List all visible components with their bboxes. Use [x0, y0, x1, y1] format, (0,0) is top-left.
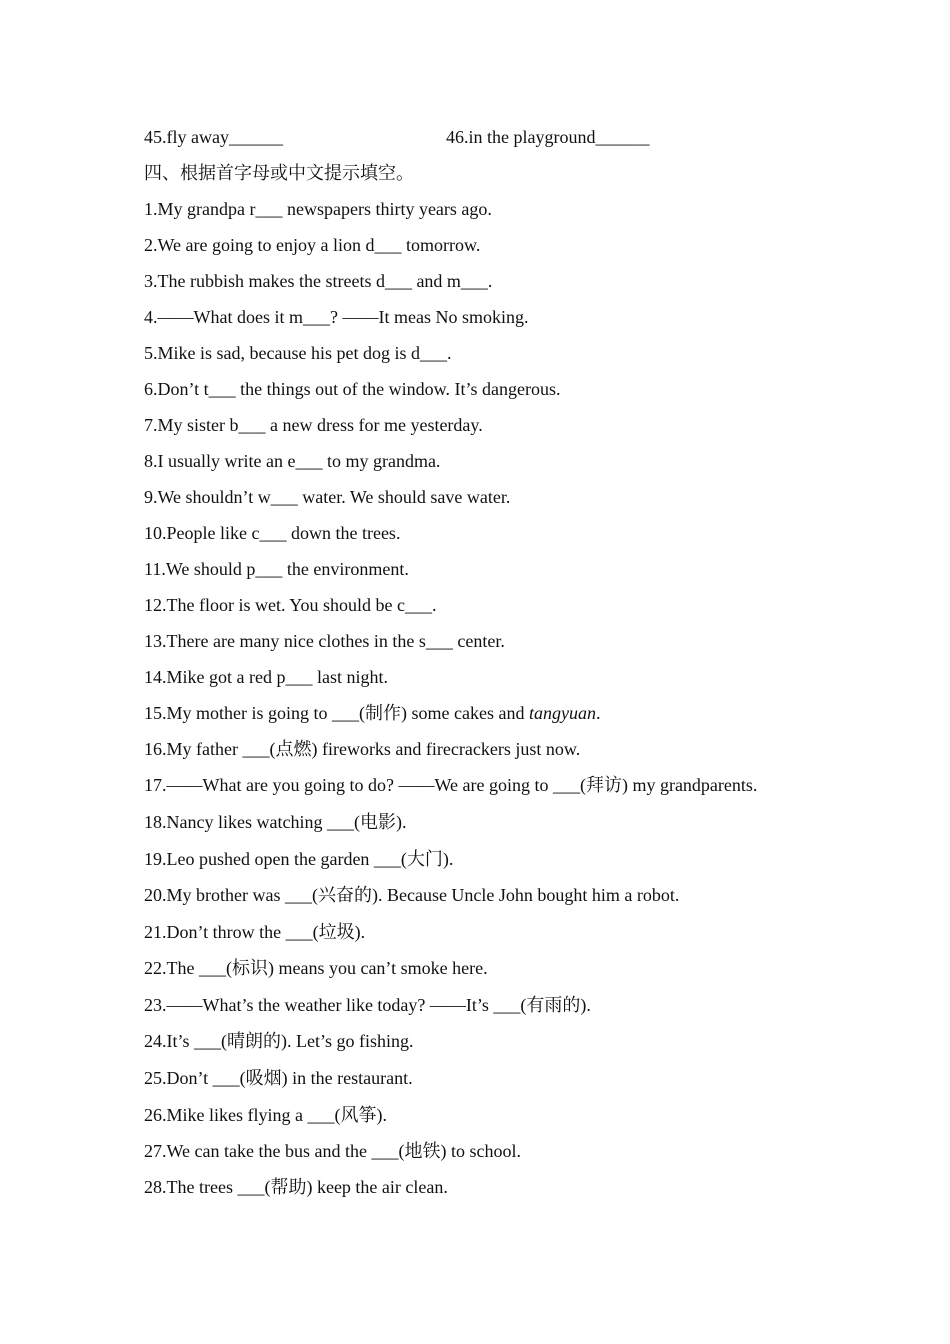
exercise-item-14: 14.Mike got a red p___ last night. [144, 667, 388, 687]
exercise-item-23: 23.——What’s the weather like today? ——It’s ___(有雨的). [144, 995, 591, 1015]
exercise-item-26: 26.Mike likes flying a ___(风筝). [144, 1105, 387, 1125]
exercise-item-2: 2.We are going to enjoy a lion d___ tomorrow. [144, 235, 481, 255]
exercise-item-19: 19.Leo pushed open the garden ___(大门). [144, 849, 454, 869]
exercise-item-18: 18.Nancy likes watching ___(电影). [144, 812, 407, 832]
exercise-item-3: 3.The rubbish makes the streets d___ and m___. [144, 271, 493, 291]
exercise-item-15-text: 15.My mother is going to ___(制作) some cakes and [144, 703, 529, 723]
exercise-item-11: 11.We should p___ the environment. [144, 559, 409, 579]
exercise-item-12: 12.The floor is wet. You should be c___. [144, 595, 437, 615]
exercise-item-13: 13.There are many nice clothes in the s___ center. [144, 631, 505, 651]
exercise-item-21: 21.Don’t throw the ___(垃圾). [144, 922, 366, 942]
exercise-item-7: 7.My sister b___ a new dress for me yesterday. [144, 415, 483, 435]
exercise-item-25: 25.Don’t ___(吸烟) in the restaurant. [144, 1068, 413, 1088]
exercise-item-4: 4.——What does it m___? ——It meas No smoking. [144, 307, 529, 327]
exercise-item-27: 27.We can take the bus and the ___(地铁) to school. [144, 1141, 521, 1161]
exercise-row-45-46 [144, 126, 650, 148]
exercise-item-10: 10.People like c___ down the trees. [144, 523, 401, 543]
exercise-item-16: 16.My father ___(点燃) fireworks and firecrackers just now. [144, 739, 581, 759]
exercise-item-17: 17.——What are you going to do? ——We are going to ___(拜访) my grandparents. [144, 775, 758, 795]
exercise-item-20: 20.My brother was ___(兴奋的). Because Uncle John bought him a robot. [144, 885, 680, 905]
exercise-item-1: 1.My grandpa r___ newspapers thirty years ago. [144, 199, 492, 219]
exercise-item-46: 46.in the playground______ [446, 127, 650, 147]
exercise-item-6: 6.Don’t t___ the things out of the window. It’s dangerous. [144, 379, 561, 399]
exercise-item-15-italic: tangyuan [528, 703, 596, 723]
section-heading: 四、根据首字母或中文提示填空。 [144, 163, 414, 183]
exercise-item-9: 9.We shouldn’t w___ water. We should save water. [144, 487, 511, 507]
exercise-item-15 [144, 702, 600, 724]
exercise-item-5: 5.Mike is sad, because his pet dog is d___. [144, 343, 452, 363]
exercise-item-45: 45.fly away______ [144, 127, 283, 147]
exercise-item-8: 8.I usually write an e___ to my grandma. [144, 451, 441, 471]
exercise-item-28: 28.The trees ___(帮助) keep the air clean. [144, 1177, 448, 1197]
exercise-item-15-end: . [595, 703, 601, 723]
exercise-item-22: 22.The ___(标识) means you can’t smoke here. [144, 958, 488, 978]
exercise-item-24: 24.It’s ___(晴朗的). Let’s go fishing. [144, 1031, 414, 1051]
